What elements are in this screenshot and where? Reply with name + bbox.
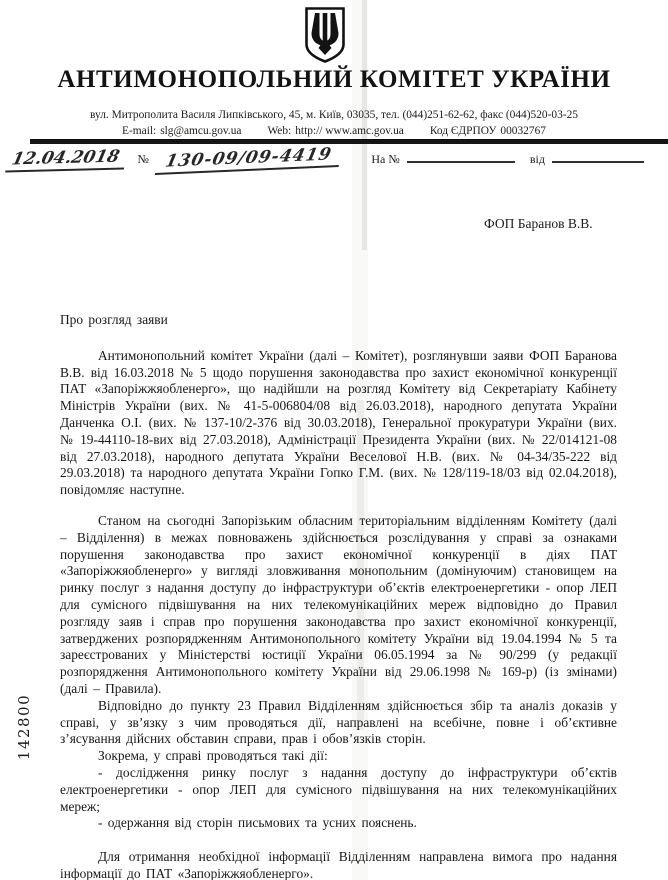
org-name-title: АНТИМОНОПОЛЬНИЙ КОМІТЕТ УКРАЇНИ (57, 66, 611, 93)
incoming-number-label: На № (371, 152, 400, 166)
edrpou-segment (430, 125, 546, 137)
web-value: http:// www.amc.gov.ua (295, 125, 404, 137)
incoming-date-blank (552, 150, 644, 163)
email-segment (122, 125, 241, 137)
web-segment (267, 125, 403, 137)
email-label: E-mail: (122, 125, 157, 137)
edrpou-value: 00032767 (500, 125, 546, 137)
edrpou-label: Код ЄДРПОУ (429, 125, 497, 137)
web-label: Web: (267, 125, 292, 137)
body-paragraph: - одержання від сторін письмових та усних пояснень. (98, 815, 417, 831)
recipient-name: ФОП Баранов В.В. (484, 216, 593, 231)
body-paragraph: - дослідження ринку послуг з надання доступу до інфраструктури об’єктів електроенергетики - опор ЛЕП для сумісного підвішування на них телекомунікаційних мереж; (60, 764, 617, 814)
outgoing-number-handwritten: 130-09/09-4419 (155, 144, 344, 175)
incoming-number-blank (407, 150, 515, 163)
body-paragraph: Для отримання необхідної інформації Відділенням направлена вимога про надання інформації до ПАТ «Запоріжжяобленерго». (60, 849, 617, 880)
address-line: вул. Митрополита Василя Липківського, 45, м. Київ, 03035, тел. (044)251-62-62, факс (044)520-03-25 (90, 109, 578, 121)
body-paragraph: Зокрема, у справі проводяться такі дії: (98, 748, 328, 764)
contact-line (0, 125, 668, 137)
letter-body (60, 312, 617, 880)
header-divider (30, 139, 668, 144)
outgoing-date-handwritten: 12.04.2018 (5, 146, 129, 172)
margin-stamp-number: 142800 (15, 693, 33, 761)
email-value: slg@amcu.gov.ua (160, 125, 242, 137)
outgoing-number-label: № (137, 152, 149, 166)
body-paragraph: Відповідно до пункту 23 Правил Відділенням здійснюється збір та аналіз доказів у справі, у зв’язку з чим проводяться дії, направлені на всебічне, повне і об’єктивне з’ясування дійсних обставин справи, прав і обов’язків сторін. (60, 697, 617, 747)
incoming-date-label: від (529, 152, 545, 166)
body-paragraph: Станом на сьогодні Запорізьким обласним територіальним відділенням Комітету (далі – Відділення) в межах повноважень здійснюється розслідування у справі за ознаками порушення законодавства про захист економічної конкуренції в діях ПАТ «Запоріжжяобленерго» у вигляді зловживання монопольним (домінуючим) становищем на ринку послуг з надання доступу до інфраструктури об’єктів електроенергетики - опор ЛЕП для сумісного підвішування на них телекомунікаційних мереж відповідно до Правил розгляду заяв і справ про порушення законодавства про захист економічної конкуренції, затверджених розпорядженням Антимонопольного комітету України від 19.04.1994 № 5 та зареєстрованих у Міністерстві юстиції України 06.05.1994 за № 90/299 (у редакції розпорядження Антимонопольного комітету України від 29.06.1998 № 169-р) (із змінами) (далі – Правила). (60, 512, 617, 696)
ukraine-trident-icon (303, 6, 347, 64)
subject-line: Про розгляд заяви (60, 312, 168, 327)
body-paragraph: Антимонопольний комітет України (далі – Комітет), розглянувши заяви ФОП Баранова В.В. від 16.03.2018 № 5 щодо порушення законодавства про захист економічної конкуренції ПАТ «Запоріжжяобленерго», що надійшли на розгляд Комітету від Секретаріату Кабінету Міністрів України (вих. № 41-5-006804/08 від 26.03.2018), народного депутата України Данченка О.І. (вих. № 137-10/2-376 від 30.03.2018), Генеральної прокуратури України (вих. № 19-44110-18-вих від 27.03.2018), Адміністрації Президента України (вих. № 22/014121-08 від 27.03.2018), народного депутата України Веселової Н.В. (вих. № 04-34/35-222 від 29.03.2018) та народного депутата України Гопко Г.М. (вих. № 128/119-18/03 від 02.04.2018), повідомляє наступне. (60, 347, 617, 498)
reference-line (8, 144, 644, 172)
